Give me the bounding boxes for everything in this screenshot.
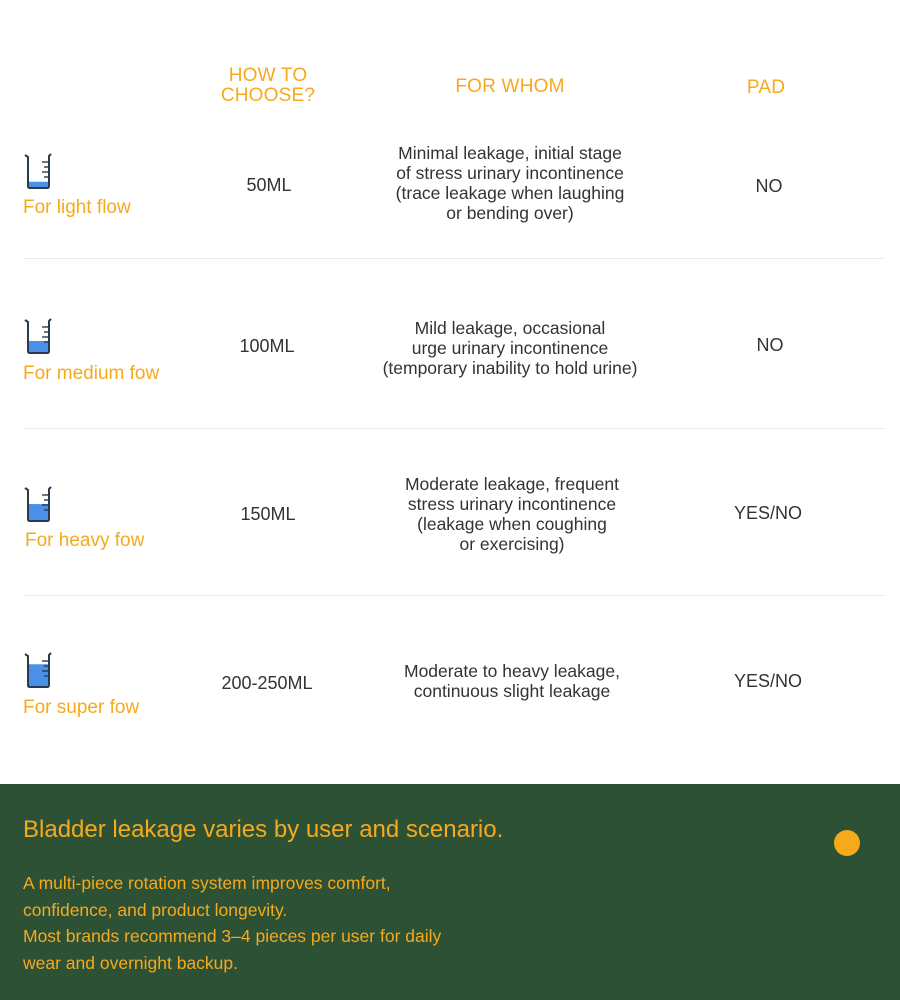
description-line: Moderate to heavy leakage, bbox=[404, 661, 620, 681]
description-line: Moderate leakage, frequent bbox=[404, 474, 620, 494]
flow-label: For light flow bbox=[23, 197, 131, 218]
flow-label: For medium fow bbox=[23, 363, 160, 384]
footer-title: Bladder leakage varies by user and scenario. bbox=[23, 816, 504, 843]
description-line: of stress urinary incontinence bbox=[396, 163, 624, 183]
row-divider bbox=[23, 428, 885, 429]
volume-value: 100ML bbox=[239, 336, 295, 356]
beaker-liquid bbox=[27, 182, 49, 187]
measuring-beaker-icon bbox=[24, 652, 54, 690]
pad-value: YES/NO bbox=[733, 671, 803, 691]
measuring-beaker-icon bbox=[24, 486, 54, 524]
for-whom-description bbox=[350, 143, 670, 223]
footer-line: A multi-piece rotation system improves comfort, bbox=[23, 873, 391, 893]
flow-label: For super fow bbox=[23, 697, 140, 718]
header-pad: PAD bbox=[746, 77, 786, 98]
description-line: (temporary inability to hold urine) bbox=[382, 358, 638, 378]
description-line: continuous slight leakage bbox=[413, 681, 611, 701]
header-for-whom: FOR WHOM bbox=[455, 76, 565, 97]
footer-line: Most brands recommend 3–4 pieces per user for daily bbox=[23, 926, 442, 946]
header-how-to-choose-line1: HOW TO bbox=[228, 65, 308, 86]
pad-value: NO bbox=[756, 335, 784, 355]
header-how-to-choose-line2: CHOOSE? bbox=[220, 85, 316, 106]
measuring-beaker-icon bbox=[24, 318, 54, 356]
footer-line: wear and overnight backup. bbox=[23, 952, 238, 973]
table-header bbox=[0, 62, 900, 118]
description-line: Mild leakage, occasional bbox=[414, 318, 606, 338]
pad-value: NO bbox=[755, 176, 783, 196]
beaker-liquid bbox=[27, 504, 49, 520]
volume-value: 200-250ML bbox=[221, 673, 313, 693]
measuring-beaker-icon bbox=[24, 153, 54, 191]
description-line: or exercising) bbox=[459, 534, 565, 554]
description-line: Minimal leakage, initial stage bbox=[398, 143, 622, 163]
for-whom-description bbox=[352, 661, 672, 701]
volume-value: 50ML bbox=[246, 175, 292, 195]
description-line: urge urinary incontinence bbox=[411, 338, 609, 358]
row-divider bbox=[23, 258, 885, 259]
description-line: or bending over) bbox=[446, 203, 574, 223]
for-whom-description bbox=[352, 474, 672, 554]
pad-value: YES/NO bbox=[733, 503, 803, 523]
footer-line: confidence, and product longevity. bbox=[23, 899, 288, 920]
header-how-to-choose bbox=[190, 66, 346, 106]
info-footer bbox=[0, 784, 900, 1000]
description-line: (leakage when coughing bbox=[417, 514, 607, 534]
orange-dot-icon bbox=[834, 830, 860, 856]
flow-label: For heavy fow bbox=[25, 530, 145, 551]
description-line: stress urinary incontinence bbox=[407, 494, 617, 514]
beaker-liquid bbox=[27, 664, 49, 686]
row-divider bbox=[23, 595, 885, 596]
for-whom-description bbox=[350, 318, 670, 378]
volume-value: 150ML bbox=[240, 504, 296, 524]
description-line: (trace leakage when laughing bbox=[395, 183, 625, 203]
footer-body bbox=[23, 870, 543, 976]
